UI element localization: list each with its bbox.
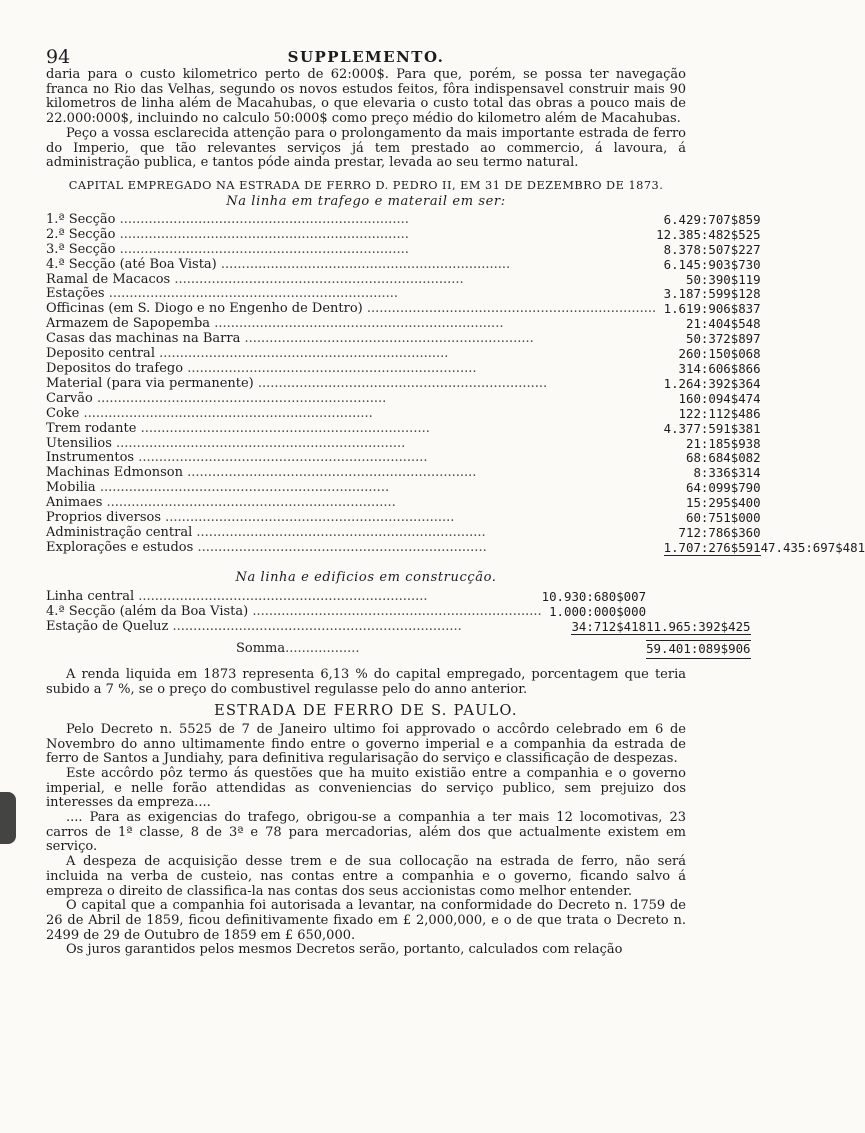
ledger-row-label: Administração central <box>46 524 193 540</box>
intro-paragraph-2: Peço a vossa esclarecida attenção para o prolongamento da mais importante estrada de ferro do Imperio, que tão relevantes serviços já tem prestado ao commercio, á lavoura, á administração publica, e tantos póde ainda prestar, levada ao seu termo natural. <box>46 125 686 171</box>
ledger-row: Carvão ...................................................................... 160:094$474 <box>46 390 761 406</box>
after-ledger-paragraph: A renda liquida em 1873 representa 6,13 % do capital empregado, porcentagem que teria subido a 7 %, se o preço do combustivel regulasse pelo do anno anterior. <box>46 667 686 698</box>
sp-paragraph-2: Este accôrdo pôz termo ás questões que ha muito existião entre a companhia e o governo imperial, e nelle forão attendidas as conveniencias do serviço publico, sem prejuizo dos interesses da empreza.... <box>46 765 686 811</box>
ledger-row-label: Instrumentos <box>46 450 135 466</box>
ledger-row-total: 47.435:697$481 <box>760 539 865 555</box>
ledger-row-label: Proprios diversos <box>46 510 162 526</box>
ledger-row-label: Animaes <box>46 495 103 511</box>
ledger-row-value: 15:295$400 <box>685 495 761 511</box>
ledger-row-value: 21:185$938 <box>685 435 761 451</box>
ledger-row: Coke ...................................................................... 122:112$486 <box>46 405 761 421</box>
ledger-row: Deposito central ...................................................................... 260:150$068 <box>46 346 761 362</box>
section-title: ESTRADA DE FERRO DE S. PAULO. <box>214 702 518 719</box>
ledger-row: Estações ...................................................................... 3.187:599$128 <box>46 286 761 302</box>
ledger-table-group1 <box>46 213 865 556</box>
ledger-row-value: 260:150$068 <box>678 346 761 362</box>
ledger-row-value: 50:372$897 <box>685 331 761 347</box>
ledger-row-value: 1.000:000$000 <box>549 603 647 619</box>
ledger-row-value: 12.385:482$525 <box>656 226 761 242</box>
sp-paragraph-3: .... Para as exigencias do trafego, obrigou-se a companhia a ter mais 12 locomotivas, 23 carros de 1ª classe, 8 de 3ª e 78 para mercadorias, além dos que actualmente existem em serviço. <box>46 810 686 855</box>
scan-thumb-shadow <box>0 792 16 844</box>
ledger-row-label: Estação de Queluz <box>46 618 169 634</box>
ledger-row: Officinas (em S. Diogo e no Engenho de Dentro) ...................................................................... 1.619:906$837 <box>46 301 761 317</box>
ledger-row-total: 11.965:392$425 <box>646 618 751 634</box>
page-number: 94 <box>46 46 71 68</box>
ledger-row-value: 314:606$866 <box>678 360 761 376</box>
ledger-row: Armazem de Sapopemba ...................................................................... 21:404$548 <box>46 316 761 332</box>
ledger-row: Casas das machinas na Barra ...................................................................... 50:372$897 <box>46 331 761 347</box>
ledger-row: Mobilia ...................................................................... 64:099$790 <box>46 480 761 496</box>
ledger-row: 4.ª Secção (além da Boa Vista) ...................................................................... 1.000:000$000 <box>46 603 647 619</box>
ledger-group2-heading: Na linha e edificios em construcção. <box>235 569 497 585</box>
document-page <box>46 46 865 958</box>
ledger-row-value: 1.264:392$364 <box>663 375 761 391</box>
sp-paragraph-5: O capital que a companhia foi autorisada a levantar, na conformidade do Decreto n. 1759 de 26 de Abril de 1859, ficou definitivamente fixado em £ 2,000,000, e o de que trata o Decreto n. 2499 de 29 de Outubro de 1859 em £ 650,000. <box>46 898 686 943</box>
ledger-row: Instrumentos ...................................................................... 68:684$082 <box>46 450 761 466</box>
ledger-row-label: Material (para via permanente) <box>46 375 254 391</box>
ledger-row-value: 68:684$082 <box>685 450 761 466</box>
ledger-row-label: Depositos do trafego <box>46 360 184 376</box>
sp-paragraph-6: Os juros garantidos pelos mesmos Decretos serão, portanto, calculados com relação <box>66 942 623 958</box>
ledger-row-label: 3.ª Secção <box>46 241 116 257</box>
ledger-row-label: Machinas Edmonson <box>46 465 184 481</box>
ledger-row-label: 4.ª Secção (além da Boa Vista) <box>46 603 249 619</box>
ledger-group1-heading: Na linha em trafego e materail em ser: <box>226 193 506 209</box>
ledger-row: Depositos do trafego ...................................................................... 314:606$866 <box>46 360 761 376</box>
ledger-row-label: Ramal de Macacos <box>46 271 171 287</box>
ledger-row: 1.ª Secção ...................................................................... 6.429:707$859 <box>46 211 761 227</box>
ledger-row: Linha central ...................................................................... 10.930:680$007 <box>46 588 647 604</box>
ledger-row-label: 4.ª Secção (até Boa Vista) <box>46 256 217 272</box>
ledger-row-label: Explorações e estudos <box>46 539 194 555</box>
ledger-row-value: 60:751$000 <box>685 510 761 526</box>
ledger-table-group2 <box>46 590 751 660</box>
ledger-row: Utensilios ...................................................................... 21:185$938 <box>46 435 761 451</box>
ledger-row-value: 1.619:906$837 <box>663 301 761 317</box>
running-title: SUPPLEMENTO. <box>287 48 445 66</box>
ledger-row: Proprios diversos ...................................................................... 60:751$000 <box>46 510 761 526</box>
ledger-row-value: 712:786$360 <box>678 524 761 540</box>
ledger-row-label: Coke <box>46 405 80 421</box>
ledger-row: Material (para via permanente) ...................................................................... 1.264:392$364 <box>46 375 761 391</box>
ledger-row-label: Mobilia <box>46 480 96 496</box>
ledger-row-label: Officinas (em S. Diogo e no Engenho de Dentro) <box>46 301 363 317</box>
ledger-row-value: 4.377:591$381 <box>663 420 761 436</box>
ledger-row-label: Casas das machinas na Barra <box>46 331 241 347</box>
ledger-row-label: Carvão <box>46 390 93 406</box>
ledger-row-label: 1.ª Secção <box>46 211 116 227</box>
ledger-sum-row: Somma.................. 59.401:089$906 <box>46 634 751 659</box>
intro-paragraph-1: daria para o custo kilometrico perto de 62:000$. Para que, porém, se possa ter navegação franca no Rio das Velhas, segundo os novos estudos feitos, fôra indispensavel construir mais 90 kilometros de linha além de Macahubas, o que elevaria o custo total das obras a pouco mais de 22.000:000$, incluindo no calculo 50:000$ como preço médio do kilometro além de Macahubas. <box>46 67 686 127</box>
ledger-row-label: Deposito central <box>46 346 155 362</box>
ledger-row-value: 21:404$548 <box>685 316 761 332</box>
ledger-row-label: Linha central <box>46 588 135 604</box>
ledger-row: Estação de Queluz ...................................................................... 34:712$418 11.965:392$425 <box>46 618 751 634</box>
ledger-row-value: 3.187:599$128 <box>663 286 761 302</box>
ledger-row-label: Estações <box>46 286 105 302</box>
ledger-row: 3.ª Secção ...................................................................... 8.378:507$227 <box>46 241 761 257</box>
ledger-row: Machinas Edmonson ...................................................................... 8:336$314 <box>46 465 761 481</box>
sum-value: 59.401:089$906 <box>646 640 750 659</box>
sp-paragraph-4: A despeza de acquisição desse trem e de sua collocação na estrada de ferro, não será incluida na verba de custeio, nas contas entre a companhia e o governo, ficando salvo á empreza o direito de classifica-la nas contas dos seus accionistas como melhor entender. <box>46 854 686 899</box>
sp-paragraph-1: Pelo Decreto n. 5525 de 7 de Janeiro ultimo foi approvado o accôrdo celebrado em 6 de Novembro do anno ultimamente findo entre o governo imperial e a companhia da estrada de ferro de Santos a Jundiahy, para definitiva regularisação do serviço e classificação de despezas. <box>46 721 686 767</box>
ledger-row-value: 34:712$418 <box>571 618 647 634</box>
ledger-row-value: 64:099$790 <box>685 480 761 496</box>
ledger-row: Administração central ...................................................................... 712:786$360 <box>46 524 761 540</box>
ledger-row-value: 6.429:707$859 <box>663 211 761 227</box>
ledger-row: Trem rodante ...................................................................... 4.377:591$381 <box>46 420 761 436</box>
ledger-row-label: Utensilios <box>46 435 112 451</box>
ledger-row: Explorações e estudos ...................................................................... 1.707:276$591 47.435:697$481 <box>46 539 865 555</box>
ledger-row-value: 50:390$119 <box>685 271 761 287</box>
ledger-row-value: 1.707:276$591 <box>663 539 761 555</box>
ledger-row-label: Trem rodante <box>46 420 137 436</box>
ledger-row-value: 8.378:507$227 <box>663 241 761 257</box>
ledger-row: 2.ª Secção ...................................................................... 12.385:482$525 <box>46 226 761 242</box>
ledger-row-label: Armazem de Sapopemba <box>46 316 211 332</box>
ledger-row-label: 2.ª Secção <box>46 226 116 242</box>
ledger-row-value: 8:336$314 <box>693 465 761 481</box>
ledger-row: 4.ª Secção (até Boa Vista) ...................................................................... 6.145:903$730 <box>46 256 761 272</box>
ledger-row-value: 10.930:680$007 <box>541 588 647 604</box>
ledger-title: CAPITAL EMPREGADO NA ESTRADA DE FERRO D. PEDRO II, EM 31 DE DEZEMBRO DE 1873. <box>68 178 664 192</box>
ledger-row-value: 122:112$486 <box>678 405 761 421</box>
ledger-row: Ramal de Macacos ...................................................................... 50:390$119 <box>46 271 761 287</box>
ledger-row-value: 160:094$474 <box>678 390 761 406</box>
sum-label: Somma <box>236 641 286 657</box>
page-header <box>46 46 686 68</box>
ledger-row-value: 6.145:903$730 <box>663 256 761 272</box>
ledger-row: Animaes ...................................................................... 15:295$400 <box>46 495 761 511</box>
